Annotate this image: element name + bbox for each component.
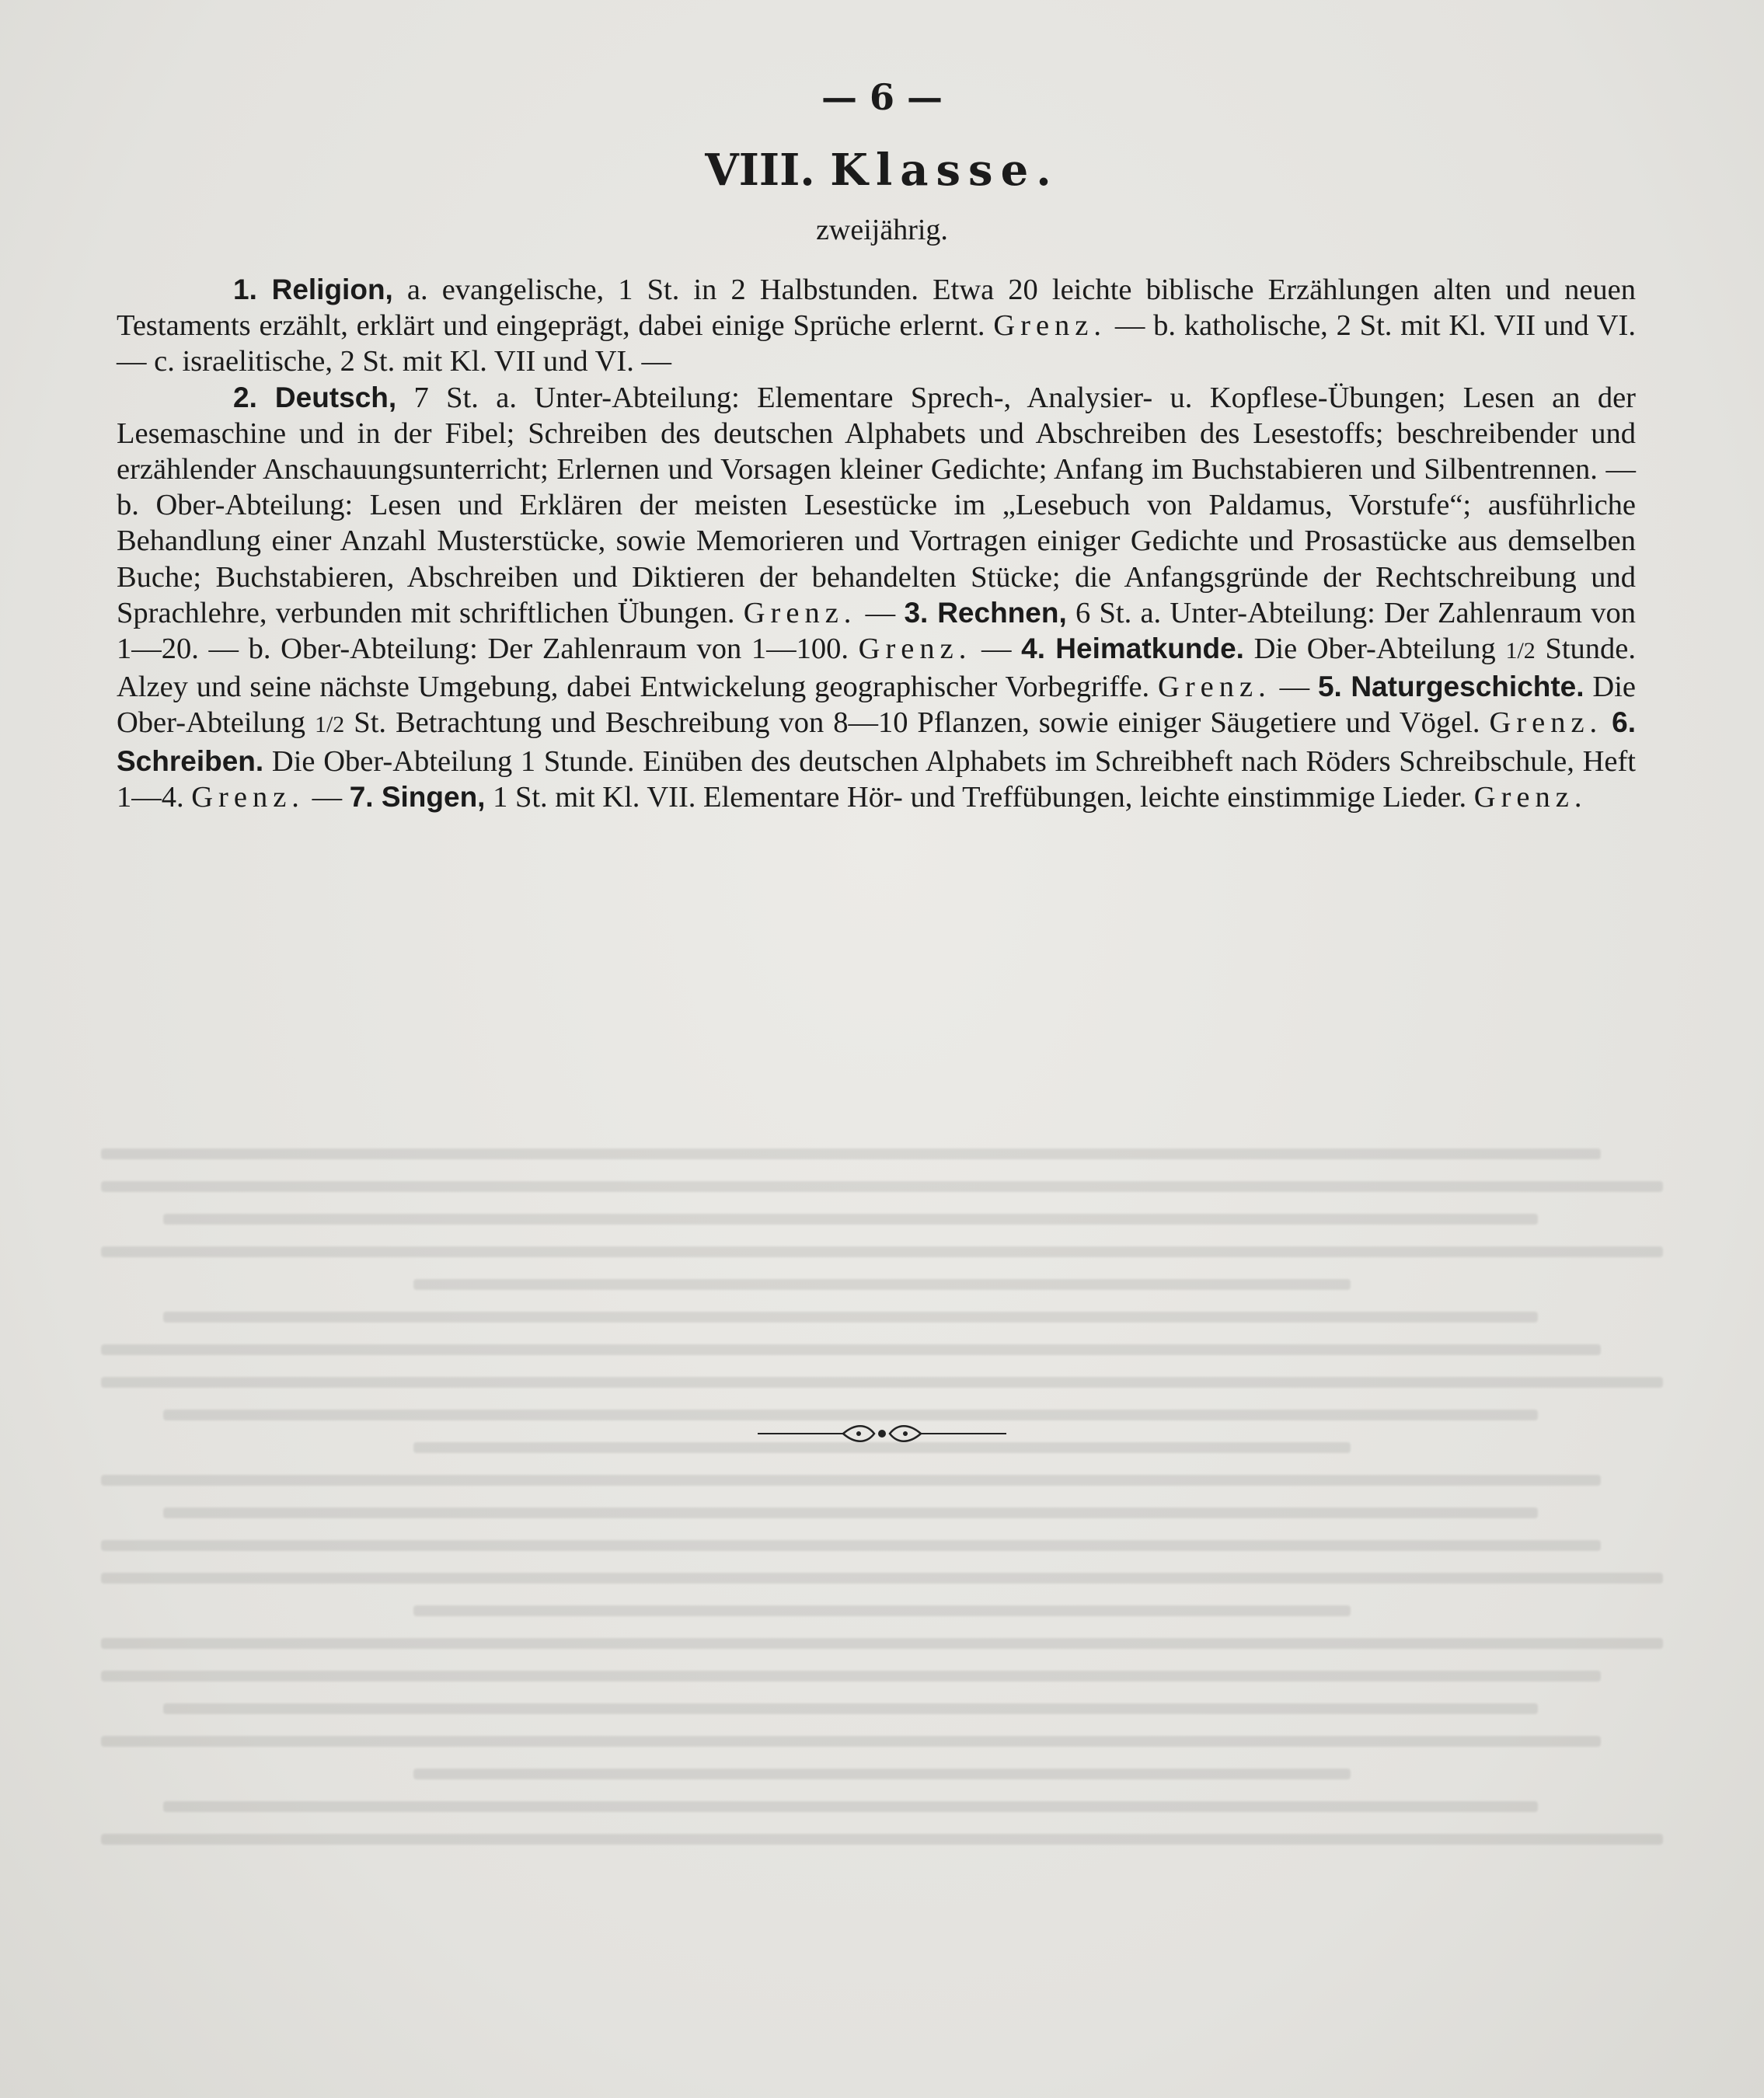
text-segment: 7 St. a. Unter-Abteilung: Elementare Sprech-, Analysier- u. Kopflese-Übungen; Lesen an der Lesemaschine und in der Fibel; Schreiben des deutschen Alphabets und Abschreiben des Lesestoffs; beschreibender und erzählender Anschauungsunterricht; Erlernen und Vorsagen kleiner Gedichte; Anfang im Buchstabieren und Silbentrennen. — b. Ober-Abteilung: Lesen und Erklären der meisten Lesestücke im „Lesebuch von Paldamus, Vorstufe“; ausführliche Behandlung einer Anzahl Musterstücke, sowie Memorieren und Vortragen einiger Gedichte und Prosastücke aus demselben Buche; Buchstabieren, Abschreiben und Diktieren der behandelten Stücke; die Anfangsgründe der Rechtschreibung und Sprachlehre, verbunden mit schriftlichen Übungen. xyxy=(117,381,1636,629)
text-segment: — xyxy=(971,633,1022,666)
teacher-name: Grenz. xyxy=(743,596,857,629)
subject-singen: 7. Singen, xyxy=(349,780,486,813)
teacher-name: Grenz. xyxy=(1489,706,1603,740)
subject-rechnen: 3. Rechnen, xyxy=(904,596,1067,629)
paragraph-deutsch xyxy=(117,380,1636,815)
teacher-name: Grenz. xyxy=(993,309,1107,343)
teacher-name: Grenz. xyxy=(191,780,305,814)
text-segment: a. evangelische, 1 St. in 2 Halbstunden. Etwa 20 leichte biblische Erzählungen alten und neuen Testaments erzählt, erklärt und eingeprägt, dabei einige Sprüche erlernt. xyxy=(117,274,1636,343)
text-segment: Die Ober-Abteilung xyxy=(1243,633,1506,666)
subject-naturgeschichte: 5. Naturgeschichte. xyxy=(1317,671,1584,703)
text-segment: 6 St. a. Unter-Abteilung: Der Zahlenraum von 1—20. — b. Ober-Abteilung: Der Zahlenraum von 1—100. xyxy=(117,596,1636,666)
teacher-name: Grenz. xyxy=(858,633,972,666)
section-heading xyxy=(0,145,1764,196)
text-segment: — xyxy=(304,780,350,814)
section-subheading: zweijährig. xyxy=(816,214,948,246)
bleed-through-texture xyxy=(101,1127,1663,2020)
text-segment: — b. katholische, 2 St. mit Kl. VII und VI. — c. israelitische, 2 St. mit Kl. VII und VI. — xyxy=(117,309,1636,378)
subject-schreiben: 6. Schreiben. xyxy=(117,706,1636,777)
text-segment: St. Betrachtung und Beschreibung von 8—10 Pflanzen, sowie einiger Säugetiere und Vögel. xyxy=(344,706,1490,740)
fraction-half: 1/2 xyxy=(314,712,345,738)
text-segment xyxy=(1602,706,1612,739)
text-segment: Die Ober-Abteilung 1 Stunde. Einüben des deutschen Alphabets im Schreibheft nach Röders Schreibschule, Heft 1—4. xyxy=(117,744,1636,814)
text-segment: 1 St. mit Kl. VII. Elementare Hör- und Treffübungen, leichte einstimmige Lieder. xyxy=(485,780,1474,814)
heading-word: Klasse. xyxy=(830,145,1059,196)
fraction-half: 1/2 xyxy=(1505,638,1536,664)
subject-heimatkunde: 4. Heimatkunde. xyxy=(1021,633,1244,665)
text-segment: — xyxy=(1271,671,1318,704)
teacher-name: Grenz. xyxy=(1158,671,1271,704)
heading-numeral: VIII. xyxy=(705,145,815,196)
subject-deutsch: 2. Deutsch, xyxy=(233,381,397,413)
ornament-divider-icon xyxy=(758,1424,1006,1444)
text-segment: Stunde. Alzey und seine nächste Umgebung, dabei Entwickelung geographischer Vorbegriffe. xyxy=(117,633,1637,704)
subject-religion: 1. Religion, xyxy=(233,274,393,305)
curriculum-text xyxy=(117,272,1636,815)
paragraph-religion xyxy=(117,272,1636,380)
text-segment: — xyxy=(856,596,905,629)
page-number: — 6 — xyxy=(821,76,943,118)
text-segment: Die Ober-Abteilung xyxy=(117,671,1636,740)
teacher-name: Grenz. xyxy=(1473,780,1588,814)
